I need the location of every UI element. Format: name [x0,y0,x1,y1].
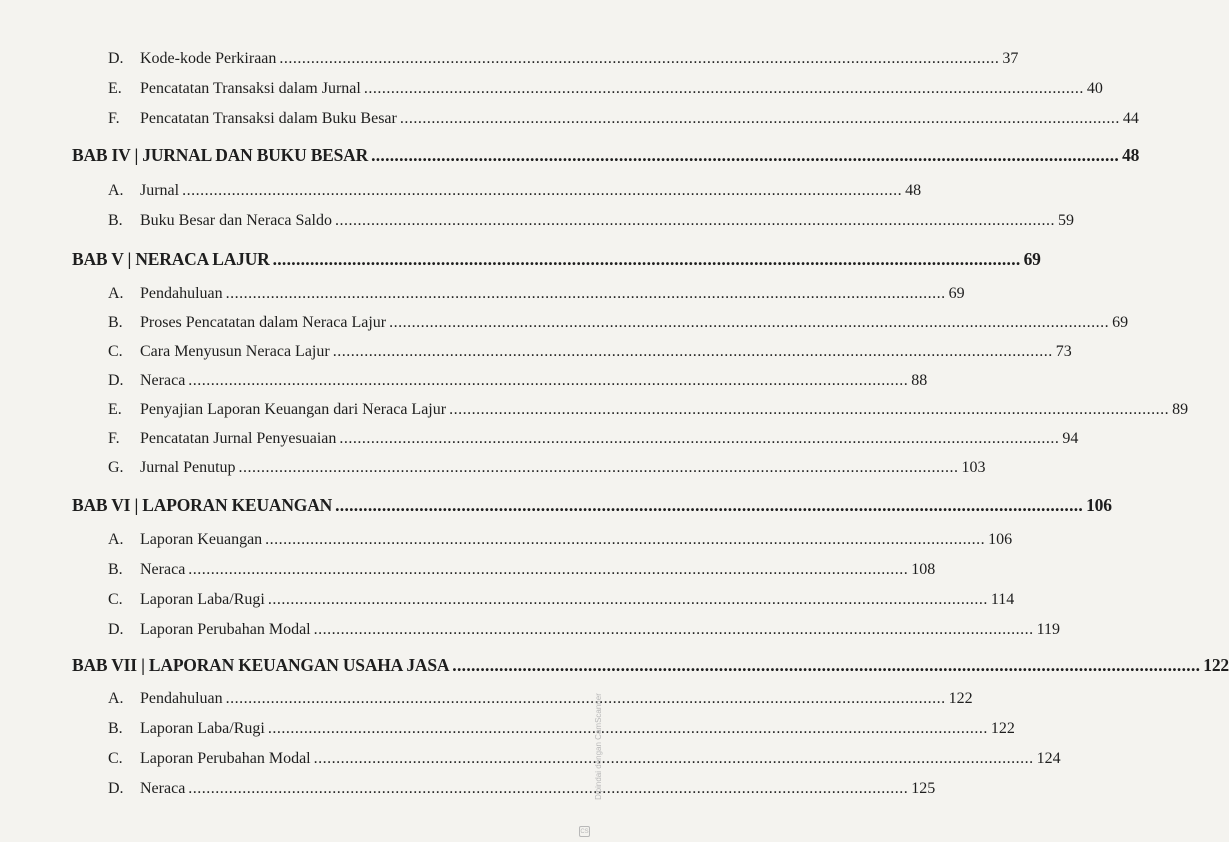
chapter-page: 69 [1023,249,1041,269]
entry-letter: C. [108,591,123,608]
entry-page: 40 [1086,80,1103,97]
toc-entry [108,401,1189,429]
entry-page: 106 [988,531,1013,548]
chapter-heading [72,145,1140,173]
toc-entry [108,720,1015,748]
entry-letter: A. [108,690,124,707]
leader-dots [335,495,1083,516]
entry-letter: B. [108,720,123,737]
entry-page: 125 [911,780,936,797]
toc-entry [108,110,1139,138]
entry-letter: E. [108,80,122,97]
entry-page: 119 [1036,621,1061,638]
leader-dots [188,780,908,798]
entry-letter: F. [108,110,120,127]
leader-dots [268,720,988,738]
leader-dots [400,110,1120,128]
entry-title: Laporan Perubahan Modal [140,750,311,767]
entry-letter: F. [108,430,120,447]
leader-dots [279,50,999,68]
leader-dots [188,372,908,390]
entry-letter: A. [108,531,124,548]
entry-page: 114 [990,591,1015,608]
entry-letter: C. [108,750,123,767]
chapter-title: BAB IV | JURNAL DAN BUKU BESAR [72,145,369,165]
leader-dots [449,401,1169,419]
entry-letter: D. [108,780,124,797]
entry-title: Proses Pencatatan dalam Neraca Lajur [140,314,387,331]
entry-title: Neraca [140,561,186,578]
entry-title: Cara Menyusun Neraca Lajur [140,343,330,360]
entry-title: Kode-kode Perkiraan [140,50,277,67]
entry-page: 69 [948,285,965,302]
toc-entry [108,372,928,400]
leader-dots [339,430,1059,448]
chapter-heading [72,249,1041,277]
entry-page: 124 [1036,750,1061,767]
toc-entry [108,750,1061,778]
entry-title: Laporan Keuangan [140,531,263,548]
entry-title: Laporan Perubahan Modal [140,621,311,638]
entry-title: Jurnal [140,182,180,199]
entry-page: 122 [990,720,1015,737]
entry-page: 88 [911,372,928,389]
entry-title: Penyajian Laporan Keuangan dari Neraca Lajur [140,401,447,418]
toc-entry [108,780,936,808]
chapter-page: 106 [1086,495,1112,515]
chapter-page: 48 [1122,145,1140,165]
toc-entry [108,591,1015,619]
chapter-page: 122 [1203,655,1229,675]
entry-page: 37 [1002,50,1019,67]
entry-letter: D. [108,621,124,638]
entry-title: Neraca [140,780,186,797]
entry-letter: B. [108,314,123,331]
leader-dots [364,80,1084,98]
toc-entry [108,314,1129,342]
entry-title: Pencatatan Transaksi dalam Jurnal [140,80,361,97]
leader-dots [226,690,946,708]
entry-title: Pendahuluan [140,285,223,302]
toc-entry [108,531,1013,559]
leader-dots [452,655,1200,676]
toc-entry [108,80,1103,108]
chapter-heading [72,495,1112,523]
toc-entry [108,50,1019,78]
toc-entry [108,343,1072,371]
toc-entry [108,690,973,718]
entry-letter: B. [108,212,123,229]
entry-letter: G. [108,459,124,476]
scanner-logo-icon: CS [579,826,590,837]
entry-page: 122 [948,690,973,707]
entry-letter: A. [108,285,124,302]
leader-dots [188,561,908,579]
toc-entry [108,430,1079,458]
chapter-title: BAB V | NERACA LAJUR [72,249,270,269]
entry-title: Pencatatan Transaksi dalam Buku Besar [140,110,397,127]
entry-page: 59 [1057,212,1074,229]
leader-dots [268,591,988,609]
entry-letter: E. [108,401,122,418]
toc-entry [108,212,1074,240]
entry-title: Pencatatan Jurnal Penyesuaian [140,430,337,447]
entry-title: Laporan Laba/Rugi [140,591,265,608]
entry-letter: A. [108,182,124,199]
toc-entry [108,459,986,487]
entry-page: 69 [1112,314,1129,331]
leader-dots [239,459,959,477]
entry-title: Buku Besar dan Neraca Saldo [140,212,332,229]
entry-page: 108 [911,561,936,578]
leader-dots [314,750,1034,768]
scanner-watermark: Dipindai dengan CamScanner [594,693,604,800]
leader-dots [389,314,1109,332]
leader-dots [335,212,1055,230]
toc-entry [108,621,1061,649]
entry-title: Laporan Laba/Rugi [140,720,265,737]
leader-dots [273,249,1021,270]
toc-entry [108,182,922,210]
toc-entry [108,561,936,589]
leader-dots [314,621,1034,639]
entry-page: 73 [1055,343,1072,360]
leader-dots [226,285,946,303]
leader-dots [182,182,902,200]
entry-letter: D. [108,372,124,389]
leader-dots [333,343,1053,361]
leader-dots [265,531,985,549]
toc-entry [108,285,965,313]
entry-page: 94 [1062,430,1079,447]
entry-letter: B. [108,561,123,578]
chapter-title: BAB VI | LAPORAN KEUANGAN [72,495,333,515]
entry-page: 103 [961,459,986,476]
leader-dots [371,145,1119,166]
entry-letter: D. [108,50,124,67]
entry-page: 89 [1172,401,1189,418]
entry-title: Pendahuluan [140,690,223,707]
chapter-title: BAB VII | LAPORAN KEUANGAN USAHA JASA [72,655,450,675]
entry-title: Neraca [140,372,186,389]
entry-letter: C. [108,343,123,360]
entry-title: Jurnal Penutup [140,459,236,476]
chapter-heading [72,655,1229,683]
entry-page: 44 [1122,110,1139,127]
entry-page: 48 [905,182,922,199]
